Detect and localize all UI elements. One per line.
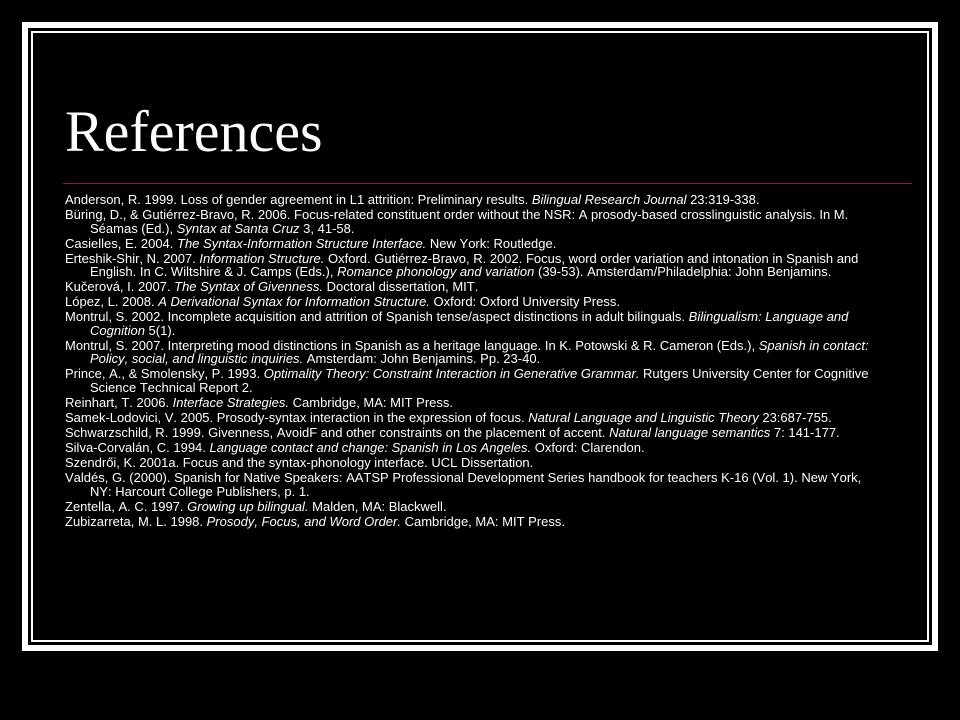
- reference-text: Szendrői, K. 2001a. Focus and the syntax-phonology interface. UCL Dissertation.: [65, 455, 534, 471]
- reference-text: 7: 141-177.: [770, 425, 840, 441]
- reference-text: (39-53). Amsterdam/Philadelphia: John Benjamins.: [534, 264, 832, 280]
- reference-text: Oxford. Gutiérrez-Bravo, R. 2002. Focus, word order variation and intonation in Spanish and English. In C. Wiltshire & J. Camps (Eds.),: [90, 250, 859, 280]
- reference-text: Anderson, R. 1999. Loss of gender agreement in L1 attrition: Preliminary results.: [65, 192, 532, 207]
- reference-title: The Syntax of Givenness.: [174, 279, 323, 295]
- reference-text: Prince, A., & Smolensky, P. 1993.: [65, 366, 264, 382]
- reference-text: 23:319-338.: [686, 192, 760, 207]
- reference-text: Oxford: Oxford University Press.: [429, 294, 620, 310]
- reference-text: López, L. 2008.: [65, 294, 159, 310]
- reference-title: Natural Language and Linguistic Theory: [528, 409, 759, 425]
- reference-text: Cambridge, MA: MIT Press.: [400, 513, 565, 529]
- reference-text: Cambridge, MA: MIT Press.: [289, 394, 453, 410]
- reference-text: Schwarzschild, R. 1999. Givenness, AvoidF and other constraints on the placement of accent.: [65, 425, 610, 441]
- reference-text: Kučerová, I. 2007.: [65, 279, 175, 295]
- reference-title: Natural language semantics: [609, 425, 771, 441]
- reference-item: [65, 367, 879, 394]
- reference-item: [65, 208, 879, 235]
- reference-title: Romance phonology and variation: [337, 264, 535, 280]
- reference-text: Doctoral dissertation, MIT.: [322, 279, 479, 295]
- reference-item: [65, 310, 879, 337]
- reference-item: [65, 339, 879, 366]
- reference-title: Bilingual Research Journal: [531, 192, 687, 207]
- reference-item: [65, 515, 879, 528]
- reference-text: Samek-Lodovici, V. 2005. Prosody-syntax interaction in the expression of focus.: [65, 409, 529, 425]
- reference-title: Prosody, Focus, and Word Order.: [206, 513, 401, 529]
- reference-text: 5(1).: [144, 322, 176, 338]
- reference-text: Zentella, A. C. 1997.: [65, 498, 188, 514]
- reference-text: Rutgers University Center for Cognitive Science Technical Report 2.: [90, 366, 869, 395]
- reference-title: Language contact and change: Spanish in Los Angeles.: [209, 440, 532, 456]
- reference-title: The Syntax-Information Structure Interface.: [177, 235, 427, 251]
- reference-item: [65, 252, 879, 279]
- reference-title: A Derivational Syntax for Information Structure.: [158, 294, 430, 310]
- reference-text: Amsterdam: John Benjamins. Pp. 23-40.: [303, 351, 541, 367]
- references-list: [65, 193, 879, 530]
- reference-item: [65, 193, 879, 206]
- reference-title: Bilingualism: Language and Cognition: [90, 309, 849, 338]
- reference-item: [65, 426, 879, 439]
- reference-text: Valdés, G. (2000). Spanish for Native Speakers: AATSP Professional Development Series handbook for teachers K-16 (Vol. 1). New York, NY: Harcourt College Publishers, p. 1.: [65, 470, 862, 499]
- reference-text: Montrul, S. 2007. Interpreting mood distinctions in Spanish as a heritage language. In K. Potowski & R. Cameron (Eds.),: [65, 337, 759, 353]
- reference-text: Zubizarreta, M. L. 1998.: [65, 513, 207, 529]
- reference-title: Spanish in contact: Policy, social, and linguistic inquiries.: [90, 337, 869, 367]
- reference-item: [65, 295, 879, 308]
- reference-text: Erteshik-Shir, N. 2007.: [65, 250, 200, 266]
- reference-item: [65, 471, 879, 498]
- reference-item: [65, 237, 879, 250]
- reference-text: 3, 41-58.: [299, 220, 355, 236]
- reference-item: [65, 500, 879, 513]
- reference-text: Silva-Corvalán, C. 1994.: [65, 440, 210, 456]
- reference-text: Reinhart, T. 2006.: [65, 394, 173, 410]
- reference-text: Oxford: Clarendon.: [531, 440, 645, 456]
- slide-title: References: [65, 99, 323, 164]
- title-divider: [63, 183, 912, 184]
- reference-text: Malden, MA: Blackwell.: [308, 498, 447, 514]
- reference-title: Optimality Theory: Constraint Interaction in Generative Grammar.: [263, 366, 640, 382]
- reference-title: Growing up bilingual.: [187, 498, 309, 514]
- reference-text: New York: Routledge.: [426, 235, 557, 251]
- reference-text: Büring, D., & Gutiérrez-Bravo, R. 2006. Focus-related constituent order without the NSR: A prosody-based crosslinguistic analysis. In M. Séamas (Ed.),: [65, 207, 849, 236]
- reference-item: [65, 456, 879, 469]
- reference-item: [65, 441, 879, 454]
- reference-item: [65, 396, 879, 409]
- reference-text: 23:687-755.: [758, 409, 832, 425]
- reference-text: Casielles, E. 2004.: [65, 235, 178, 251]
- reference-title: Syntax at Santa Cruz: [176, 220, 300, 236]
- reference-title: Interface Strategies.: [172, 394, 290, 410]
- reference-title: Information Structure.: [199, 250, 325, 266]
- reference-item: [65, 280, 879, 293]
- reference-text: Montrul, S. 2002. Incomplete acquisition and attrition of Spanish tense/aspect distinctions in adult bilinguals.: [65, 309, 689, 325]
- reference-item: [65, 411, 879, 424]
